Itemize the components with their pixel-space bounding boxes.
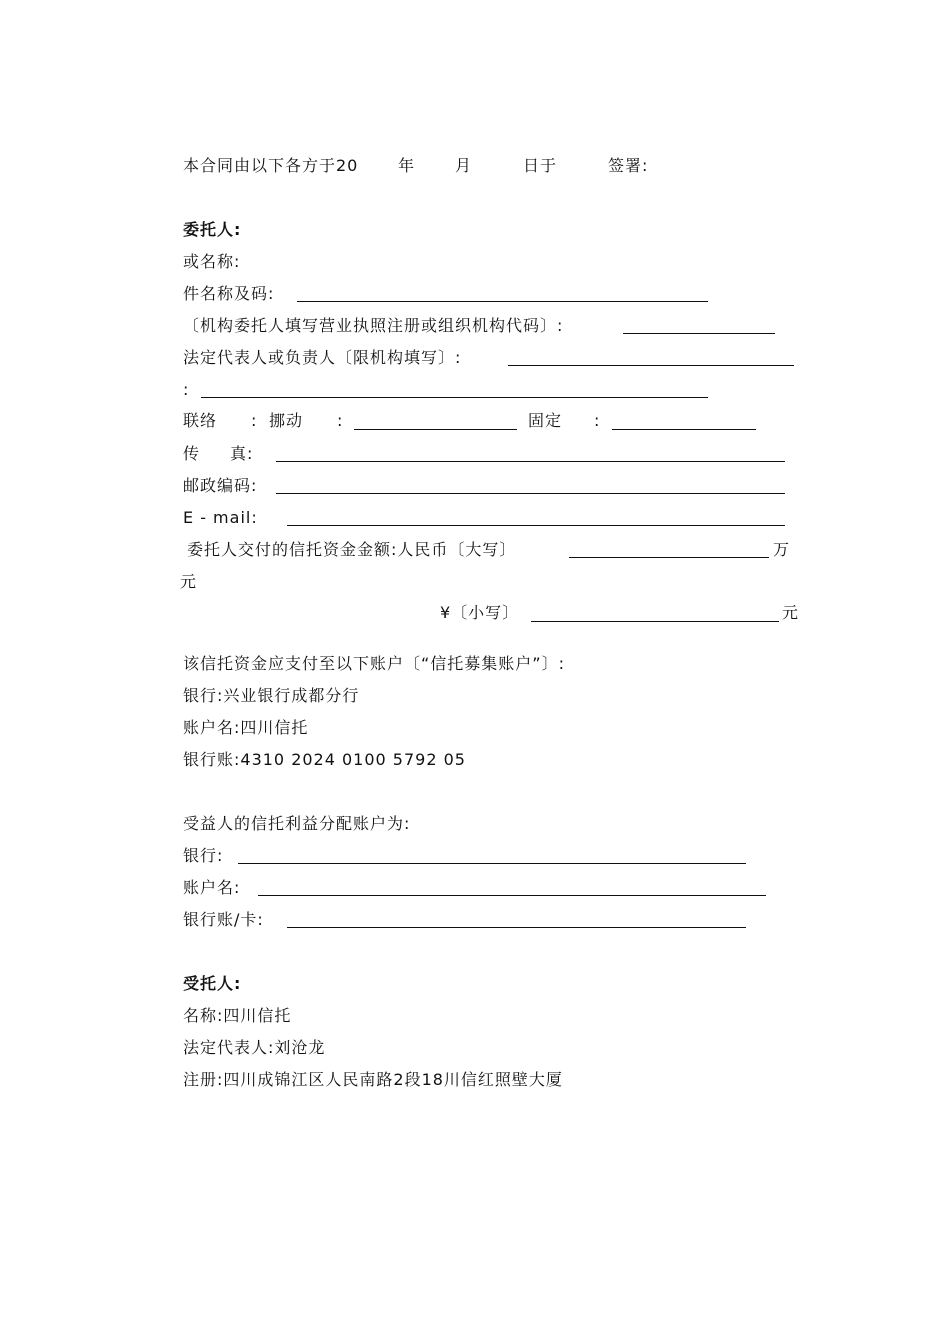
entrustor-address-field[interactable] xyxy=(201,397,708,398)
entrustor-id-field[interactable] xyxy=(297,301,708,302)
trustee-legal-rep: 法定代表人:刘沧龙 xyxy=(183,1038,326,1057)
entrustor-mobile-label: 挪动 xyxy=(269,411,304,430)
entrustor-id-label: 件名称及码: xyxy=(183,284,275,303)
beneficiary-bank-field[interactable] xyxy=(238,863,746,864)
signing-prefix: 本合同由以下各方于20 xyxy=(183,156,359,175)
trust-account-number: 银行账:4310 2024 0100 5792 05 xyxy=(183,750,466,769)
entrustor-heading: 委托人: xyxy=(183,220,242,239)
beneficiary-intro: 受益人的信托利益分配账户为: xyxy=(183,814,411,833)
signing-sign: 签署: xyxy=(608,156,649,175)
signing-day: 日于 xyxy=(523,156,558,175)
entrustor-amount-small-unit: 元 xyxy=(782,603,800,622)
entrustor-mobile-colon: : xyxy=(337,411,344,430)
entrustor-org-code-label: 〔机构委托人填写营业执照注册或组织机构代码〕: xyxy=(183,316,564,335)
entrustor-mobile-field[interactable] xyxy=(354,429,517,430)
entrustor-email-field[interactable] xyxy=(287,525,785,526)
entrustor-amount-label: 委托人交付的信托资金金额:人民币〔大写〕 xyxy=(187,540,517,559)
entrustor-amount-unit-b: 元 xyxy=(180,572,198,591)
trust-account-bank: 银行:兴业银行成都分行 xyxy=(183,686,360,705)
entrustor-legal-rep-label: 法定代表人或负责人〔限机构填写〕: xyxy=(183,348,462,367)
entrustor-legal-rep-field[interactable] xyxy=(508,365,794,366)
trustee-name: 名称:四川信托 xyxy=(183,1006,292,1025)
entrustor-amount-small-label: ¥〔小写〕 xyxy=(440,603,520,622)
trust-account-name: 账户名:四川信托 xyxy=(183,718,309,737)
entrustor-colon-label: : xyxy=(183,380,190,399)
signing-year: 年 xyxy=(398,156,416,175)
entrustor-postcode-label: 邮政编码: xyxy=(183,476,258,495)
entrustor-fixed-label: 固定 xyxy=(528,411,563,430)
entrustor-fixed-field[interactable] xyxy=(612,429,756,430)
entrustor-name-label: 或名称: xyxy=(183,252,241,271)
trust-account-intro: 该信托资金应支付至以下账户〔“信托募集账户”〕: xyxy=(183,654,565,673)
entrustor-fax-field[interactable] xyxy=(276,461,785,462)
entrustor-amount-small-field[interactable] xyxy=(531,621,779,622)
entrustor-fax-label-b: 真: xyxy=(230,444,254,463)
entrustor-contact-colon: : xyxy=(251,411,258,430)
trustee-heading: 受托人: xyxy=(183,974,242,993)
entrustor-email-label: E - mail: xyxy=(183,508,258,527)
beneficiary-account-no-field[interactable] xyxy=(287,927,746,928)
beneficiary-account-name-field[interactable] xyxy=(258,895,766,896)
entrustor-contact-label: 联络 xyxy=(183,411,218,430)
beneficiary-account-no-label: 银行账/卡: xyxy=(183,910,264,929)
entrustor-org-code-field[interactable] xyxy=(623,333,775,334)
entrustor-amount-field[interactable] xyxy=(569,557,769,558)
beneficiary-bank-label: 银行: xyxy=(183,846,224,865)
entrustor-fixed-colon: : xyxy=(594,411,601,430)
entrustor-amount-unit-a: 万 xyxy=(773,540,791,559)
entrustor-postcode-field[interactable] xyxy=(276,493,785,494)
signing-month: 月 xyxy=(455,156,473,175)
trustee-address: 注册:四川成锦江区人民南路2段18川信红照壁大厦 xyxy=(183,1070,563,1089)
beneficiary-account-name-label: 账户名: xyxy=(183,878,241,897)
entrustor-fax-label-a: 传 xyxy=(183,444,201,463)
